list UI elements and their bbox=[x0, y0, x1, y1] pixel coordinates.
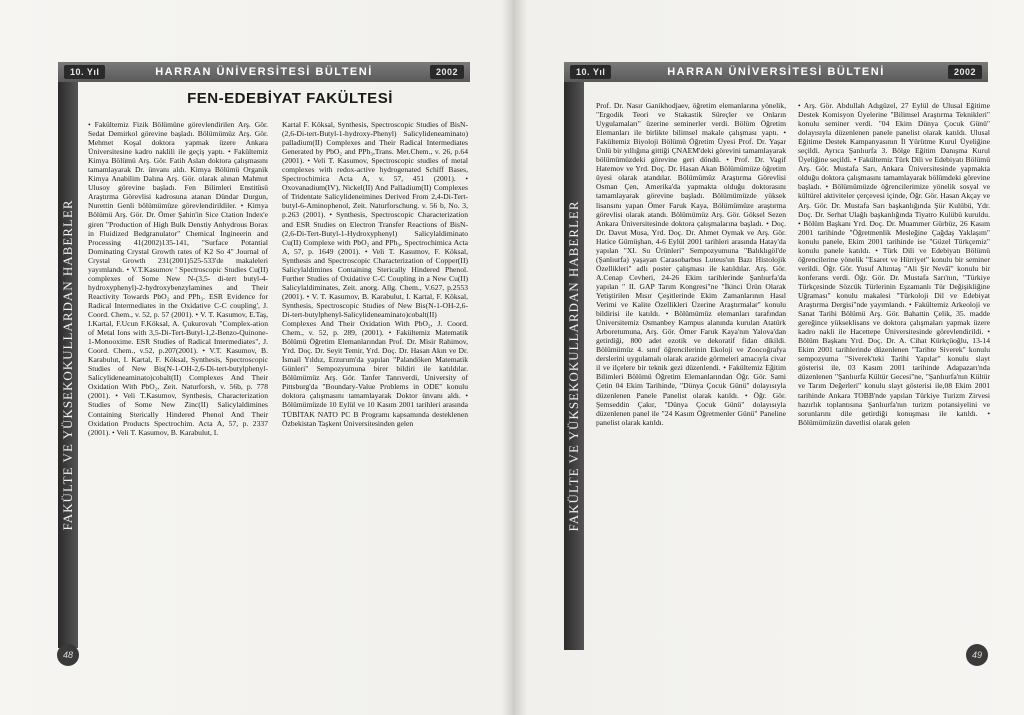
issue-badge: 10. Yıl bbox=[64, 65, 105, 79]
page-number: 48 bbox=[57, 644, 79, 666]
bulletin-title: HARRAN ÜNİVERSİTESİ BÜLTENİ bbox=[667, 66, 885, 78]
page-header bbox=[58, 62, 470, 82]
date-badge: 2002 bbox=[948, 65, 982, 79]
side-band bbox=[564, 82, 584, 650]
page-header bbox=[564, 62, 988, 82]
article-column-2 bbox=[282, 120, 468, 640]
right-page bbox=[514, 0, 1024, 715]
article-column-1 bbox=[596, 101, 786, 641]
side-band-label: FAKÜLTE VE YÜKSEKOKULLARDAN HABERLER bbox=[60, 199, 75, 531]
column-text: • Arş. Gör. Abdullah Adıgüzel, 27 Eylül de Ulusal Eğitime Destek Komisyon Üyelerine "Bilimsel Araştırma Teknikleri" konulu seminer verdi. "04 Ekim Dünya Çocuk Günü" dolayısıyla düzenlenen panele panelist olarak katıldı. Ulusal Eğitime Destek Kampanyasının İl Yürütme Kurul Üyeliğine seçildi. Ayrıca Şanlıurfa 3. Bölge Eğitim Danışma Kurul Üyeliğine seçildi. • Fakültemiz Türk Dili ve Edebiyatı Bölümü Arş. Gör. Mustafa Sarı, Ankara Üniversitesinde yapmakta olduğu doktora çalışmasını tamamlayarak bölümdeki görevine başladı. • Bölümümüzde öğrencilerimize yönelik sosyal ve kültürel aktiviteler çerçevesi içinde, Öğr. Gör. Hasan Akçay ve Arş. Gör. Dr. Mustafa Sarı başkanlığında Şiir Kulübü, Ydr. Doç. Dr. Serhat Ulağlı başkanlığında Tiyatro Kulübü kuruldu. • Bölüm Başkanı Yrd. Doç. Dr. Muammer Gürbüz, 26 Kasım 2001 tarihinde "Öğretmenlik Mesleğine Çağdaş Yaklaşım" konulu panele, Ekim 2001 tarihinde ise "Güzel Türkçemiz" konulu panele katıldı. • Türk Dili ve Edebiyatı Bölümü öğrencilerine yönelik "Esaret ve Hürriyet" konulu bir seminer verildi. Öğr. Gör. Yusuf Altıntaş "Ali Şir Nevâî" konulu bir konferans verdi. Öğr. Gör. Dr. Mustafa Sarı'nın, "Türkiye Türkçesinde Sözcük Türlerinin Eşzamanlı Tür Değişikliğine Uğraması" konulu makalesi "Türkoloji Dil ve Edebiyat Araştırma Dergisi"nde yayımlandı. • Fakültemiz Arkeoloji ve Sanat Tarihi Bölümü Arş. Gör. Bahattin Çelik, 35. madde gereğince yükseklisans ve doktora çalışmaları yapmak üzere kadro nakli ile Hacettepe Üniversitesinde görevlendirildi. • Bölüm Başkanı Yrd. Doç. Dr. A. Cihat Kürkçüoğlu, 13-14 Ekim 2001 tarihlerinde düzenlenen "Tarihte Siverek" konulu sempozyuma "Siverek'teki Tarihi Yapılar" konulu slayt gösterisi ile, 03 Kasım 2001 tarihinde Adapazarı'nda düzenlenen "Şanlıurfa Kültür Gecesi"ne, "Şanlıurfa'nın Kültür ve Tarım Değerleri" konulu slayt gösterisi ile,08 Ekim 2001 tarihinde Ankara TOBB'nde yapılan Türkiye Turizm Zirvesi hazırlık toplantısına Şanlıurfa'nın turizm potansiyelini ve sorunlarını dile getirdiği konuşması ile katıldı. • Bölümümüzün davetlisi olarak gelen bbox=[798, 101, 990, 427]
column-text: Prof. Dr. Nasır Ganikhodjaev, öğretim elemanlarına yönelik, "Ergodik Teori ve Stakastik Süreçler ve Onların Uygulamaları" üzerine seminerler verdi. Bölüm Öğretim Elemanları ile birlikte bilimsel makale çalışması yaptı. • Fakültemiz Biyoloji Bölümü Öğretim Üyesi Prof. Dr. Yaşar Ünlü bir yıllığına gittiği ÇNAEM'deki görevini tamamlayarak bölümümüzdeki görevine geri döndü. • Prof. Dr. Vagif Hatemov ve Yrd. Doç. Dr. Hasan Akan Bölümümüze öğretim üyesi olarak atandılar. Bölümümüz Araştırma Görevlisi Osman Çen, Amerika'da yapmakta olduğu doktorasını tamamlayarak görevine başladı. Bölümümüzde yüksek lisansını yapan Ömer Faruk Kaya, Bölümümüze araştırma görevlisi olarak atandı. Bölümümüz Arş. Gör. Göksel Sezen Ankara Üniversitesinde doktora çalışmalarına başladı. • Doç. Dr. Davut Musa, Yrd. Doç. Dr. Ahmet Oymak ve Arş. Gör. Hatice Gümüşhan, 4-6 Eylül 2001 tarihleri arasında Hatay'da yapılan "XI. Su Ürünleri" Sempozyumuna "Balıklıgöl'de (Şanlıurfa) yaşayan Carasobarbus Luteus'un Bazı Histolojik Özellikleri" adlı poster çalışması ile katıldılar. Arş. Gör. A.Cenap Cevheri, 24-26 Ekim tarihlerinde Şanlıurfa'da yapılan " II. GAP Tarım Kongresi"ne "İkinci Ürün Olarak Yetiştirilen Mısır Çeşitlerinde Ekim Zamanlarının Hasıl Verimi ve Kalite Özellikleri Üzerine Araştırmalar" konulu bildirisi ile katıldı. • Bölümümüz elemanları tarafından Üniversitemiz Osmanbey Kampus alanında kurulan Atatürk Arboretumuna, Arş. Gör. Ömer Faruk Kaya'nın Yalova'dan getirdiği, 800 adet ezotik ve dekoratif fidan dikildi. Bölümümüz 4. sınıf öğrencilerinin Ekoloji ve Zoocoğrafya derslerini uygulamalı olarak arazide görmeleri amacıyla civar il ve ilçelere bir teknik gezi düzenlendi. • Fakültemiz Eğitim Bilimleri Bölümü Öğretim Elemanlarından Öğr. Gör. Sami Çetin 04 Ekim Tarihinde, "Dünya Çocuk Günü" dolayısıyla düzenlenen Panele Panelist olarak katıldı. • Öğr. Gör. Şemseddin Çakır, "Dünya Çocuk Günü" dolayısıyla düzenlenen panel ile "24 Kasım Öğretmenler Günü" Paneline panelist olarak katıldı. bbox=[596, 101, 786, 427]
page-number: 49 bbox=[966, 644, 988, 666]
bulletin-title: HARRAN ÜNİVERSİTESİ BÜLTENİ bbox=[155, 66, 373, 78]
side-band-label: FAKÜLTE VE YÜKSEKOKULLARDAN HABERLER bbox=[566, 200, 581, 532]
issue-badge: 10. Yıl bbox=[570, 65, 611, 79]
date-badge: 2002 bbox=[430, 65, 464, 79]
side-band bbox=[58, 82, 78, 648]
left-page bbox=[0, 0, 510, 715]
column-text: • Fakültemiz Fizik Bölümüne görevlendirilen Arş. Gör. Sedat Demirkol görevine başladı. Bölümümüz Arş. Gör. Mehmet Koşal doktora yapmak üzere Ankara Üniversitesine kadro naklili ile geçiş yaptı. • Fakültemiz Kimya Bölümü Arş. Gör. Fatih Aslan doktora çalışmasını tamamlayarak Dr. ünvanı aldı. Kimya Bölümü Organik Kimya Anabilim Dalına Arş. Gör. olarak alınan Mahmut Ulusoy görevine başladı. Fen Bilimleri Enstitüsü Araştırma Görevlisi kadrosuna atanan Dündar Durgun, Nurettin Genli bölümümüze görevlendirildiler. • Kimya Bölümü Arş. Gör. Dr. Ömer Şahin'in Sice Ctation Index'e giren "Production of High Bulk Denstiy Anhydrous Borax in Fluidized Bedgranulator" Chemical İngineerin and Processing 41(2002)135-141, "Surface Potantial Dominating Crystal Growth rates of K2 So 4" Journal of Crystal Growth 231(2001)525-533'de makaleleri yayımlandı. • V.T.Kasumov ' Spectroscopic Studies Cu(II) complexes of Some New N-(3,5- di-tert butyl-4-hydroxyphenyl)-2-hydroxybenzylamines and Their Reactivity Towards PbO₂ and PPh₃. ESR Evidence for Radical Intermediates in the Oxidative C-C coupling', J. Coord. Chem., v. 52, p. 57 (2001). • V. T. Kasumov, E.Taş, I.Kartal, F.Ucun F.Köksal, A. Çukurovalı "Complex-ation of Metal Ions with 3,5-Di-Tert-Butyl-1,2-Benzo-Quinone-1-Monooxime. ESR Studies of Radical Intermediates", J. Coord. Chem., v.52, p.207(2001). • V.T. Kasumov, B. Karabulut, I. Kartal, F. Köksal, Synthesis, Spectroscopic Studies of New Bis(N-1-OH-2,6-Di-tert-butylphenyl-Salicylideneaminato)cobalt(II) Complexes And Their Oxidation With PbO₂, Zeit. Naturforsh, v. 56b, p. 778 (2001). • Veli T.Kasumov, Synthesis, Characterization Studies of Some New Zinc(II) Salicylaldimines Containing Sterically Hindered Phenol And Their Oxidation Products Spectrochim. Acta A, 57, p. 2337 (2001). • Veli T. Kasumov, B. Karabulut, I. bbox=[88, 120, 268, 437]
section-title: FEN-EDEBİYAT FAKÜLTESİ bbox=[187, 90, 393, 107]
article-column-1 bbox=[88, 120, 268, 640]
article-column-2 bbox=[798, 101, 990, 641]
column-text: Kartal F. Köksal, Synthesis, Spectroscopic Studies of BisN-(2,6-Di-tert-Butyl-1-hydroxy-Phenyl) Salicylideneaminato) palladium(II) Complexes and Their Radical Intermediates Generated by PbO₂ and PPh₃,Trans. Met.Chem., v. 26, p.64 (2001). • Veli T. Kasumov, Spectroscopic studies of metal complexes with redox-active hydrogenated Schiff Bases, Spectrochimica Acta A, v. 57, 451 (2001). • Oxovanadium(IV), Nickel(II) And Palladium(II) Complexes of Tridentate Salicylideneimines Derived From 2,4-Di-Tert-butyl-6-Aminophenol, Zeit. Naturforschung. v. 56 b, No. 3, p.263 (2001). • Synthesis, Spectroscopic Characterization and ESR Studies on Electron Transfer Reactions of BisN-(2,6-Di-Tert-Butyl-1-Hydroxyphenyl) Salicylaldiminato Cu(II) Complexe with PbO₂ and PPh₃, Spectrochimica Acta A, 57, p. 1649 (2001). • Veli T. Kasumov, F. Köksal, Synthesis and Spectroscopic Characterization of Copper(II) Salicylaldimines Containing Sterically Hindered Phenol. Further Studies of Oxidative C-C Coupling in a New Cu(II) Salicylaldiminates, Zeit. anorg. Allg. Chem., V.627, p.2553 (2001). • V. T. Kasumov, B. Karabulut, I. Kartal, F. Köksal, Synthesis, Spectroscopic Studies of New Bis(N-1-OH-2,6-Di-tert-butylphenyl-Salicylideneaminato)cobalt(II) Complexes And Their Oxidation With PbO₂, J. Coord. Chem., v. 52, p. 289, (2001). • Fakültemiz Matematik Bölümü Öğretim Elemanlarından Prof. Dr. Misir Rahimov, Yrd. Doç. Dr. Seyit Temir, Yrd. Doç. Dr. Hasan Akın ve Dr. İsmail Yıldız, Erzurum'da yapılan "Palandöken Matematik Günleri" Sempozyumuna birer bildiri ile katıldılar. Bölümümüz Arş. Gör. Tanfer Tanrıverdi, University of Pittsburg'da "Boundary-Value Problems in ODE" konulu doktora çalışmasını tamamlayarak Doktor ünvanı aldı. • Bölümümüzde 10 Eylül ve 10 Kasım 2001 tarihleri arasında TÜBİTAK NATO PC B Programı kapsamında desteklenen Özbekistan Taşkent Üniversitesinden gelen bbox=[282, 120, 468, 428]
